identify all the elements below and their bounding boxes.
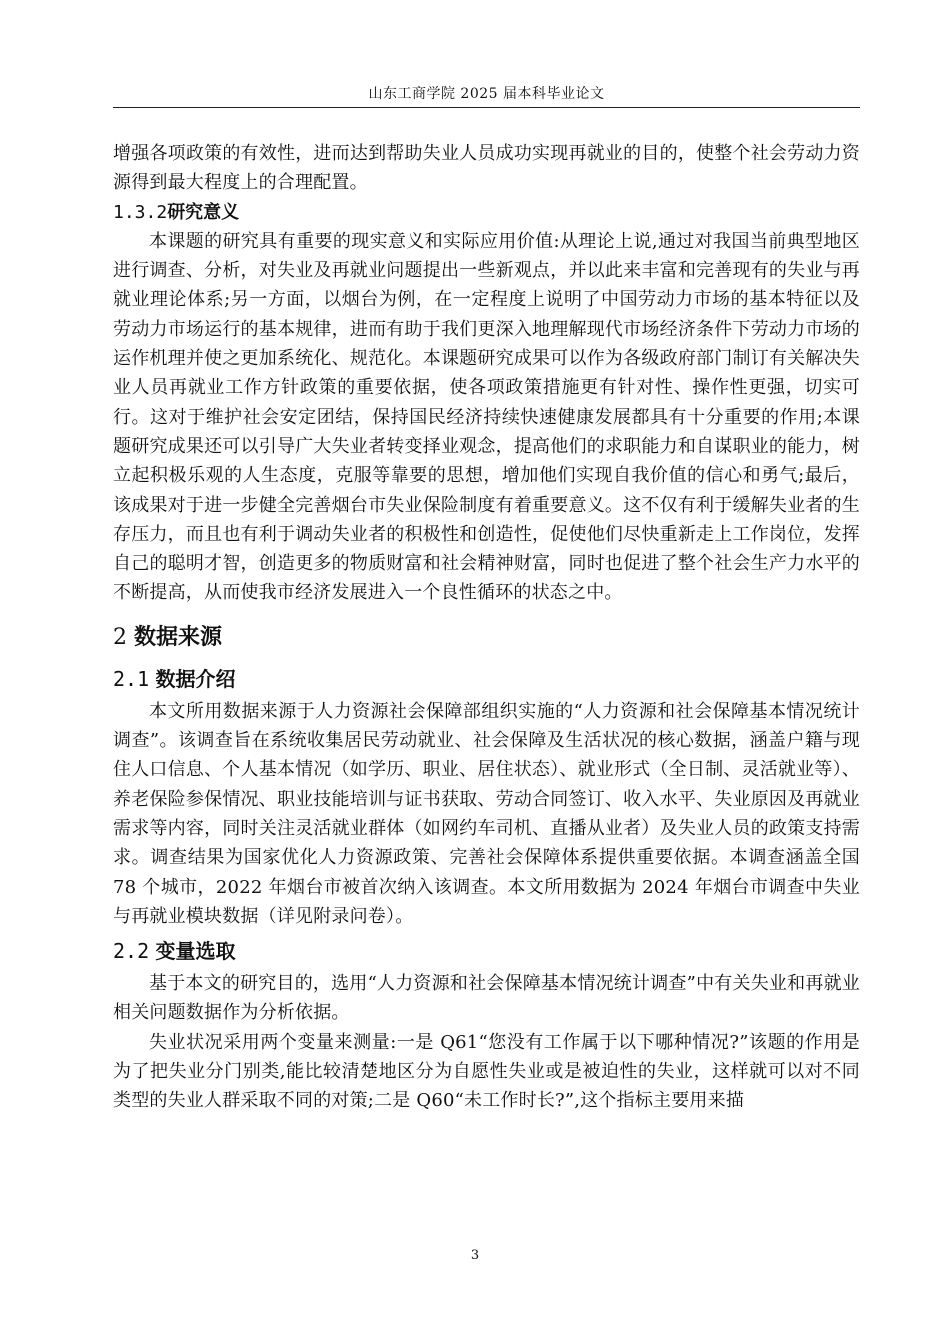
- paragraph-continuation: 增强各项政策的有效性，进而达到帮助失业人员成功实现再就业的目的，使整个社会劳动力资源得到最大程度上的合理配置。: [113, 143, 860, 194]
- paragraph-data-introduction: 本文所用数据来源于人力资源社会保障部组织实施的“人力资源和社会保障基本情况统计调查”。该调查旨在系统收集居民劳动就业、社会保障及生活状况的核心数据，涵盖户籍与现住人口信息、个人基本情况（如学历、职业、居住状态）、就业形式（全日制、灵活就业等）、养老保险参保情况、职业技能培训与证书获取、劳动合同签订、收入水平、失业原因及再就业需求等内容，同时关注灵活就业群体（如网约车司机、直播从业者）及失业人员的政策支持需求。调查结果为国家优化人力资源政策、完善社会保障体系提供重要依据。本调查涵盖全国 78 个城市，2022 年烟台市被首次纳入该调查。本文所用数据为 2024 年烟台市调查中失业与再就业模块数据（详见附录问卷）。: [113, 700, 860, 927]
- section-title: 研究意义: [167, 201, 240, 223]
- section-number: 1.3.2: [113, 201, 168, 223]
- section-number: 2.1: [113, 666, 150, 691]
- paragraph-research-significance: 本课题的研究具有重要的现实意义和实际应用价值:从理论上说,通过对我国当前典型地区进行调查、分析，对失业及再就业问题提出一些新观点，并以此来丰富和完善现有的失业与再就业理论体系;另一方面，以烟台为例，在一定程度上说明了中国劳动力市场的基本特征以及劳动力市场运行的基本规律，进而有助于我们更深入地理解现代市场经济条件下劳动力市场的运作机理并使之更加系统化、规范化。本课题研究成果可以作为各级政府部门制订有关解决失业人员再就业工作方针政策的重要依据，使各项政策措施更有针对性、操作性更强，切实可行。这对于维护社会安定团结，保持国民经济持续快速健康发展都具有十分重要的作用;本课题研究成果还可以引导广大失业者转变择业观念，提高他们的求职能力和自谋职业的能力，树立起积极乐观的人生态度，克服等靠要的思想，增加他们实现自我价值的信心和勇气;最后，该成果对于进一步健全完善烟台市失业保险制度有着重要意义。这不仅有利于缓解失业者的生存压力，而且也有利于调动失业者的积极性和创造性，促使他们尽快重新走上工作岗位，发挥自己的聪明才智，创造更多的物质财富和社会精神财富，同时也促进了整个社会生产力水平的不断提高，从而使我市经济发展进入一个良性循环的状态之中。: [113, 230, 860, 604]
- paragraph-variable-selection-2: 失业状况采用两个变量来测量:一是 Q61“您没有工作属于以下哪种情况?”该题的作用是为了把失业分门别类,能比较清楚地区分为自愿性失业或是被迫性的失业，这样就可以对不同类型的失业人群采取不同的对策;二是 Q60“未工作时长?”,这个指标主要用来描: [113, 1031, 860, 1112]
- chapter-heading-2: [113, 622, 860, 653]
- running-header: 山东工商学院 2025 届本科毕业论文: [368, 86, 605, 102]
- page-body: [113, 139, 860, 1116]
- section-title: 数据介绍: [155, 666, 236, 691]
- section-heading-1-3-2: [113, 198, 860, 227]
- section-title: 变量选取: [155, 939, 236, 964]
- section-number: 2.2: [113, 939, 150, 964]
- header-divider: [113, 107, 860, 108]
- page-number: 3: [470, 1248, 480, 1263]
- paragraph-variable-selection-1: 基于本文的研究目的，选用“人力资源和社会保障基本情况统计调查”中有关失业和再就业相关问题数据作为分析依据。: [113, 973, 860, 1024]
- chapter-number: 2: [113, 624, 127, 650]
- section-heading-2-1: [113, 665, 860, 693]
- section-heading-2-2: [113, 937, 860, 965]
- chapter-title: 数据来源: [134, 623, 223, 650]
